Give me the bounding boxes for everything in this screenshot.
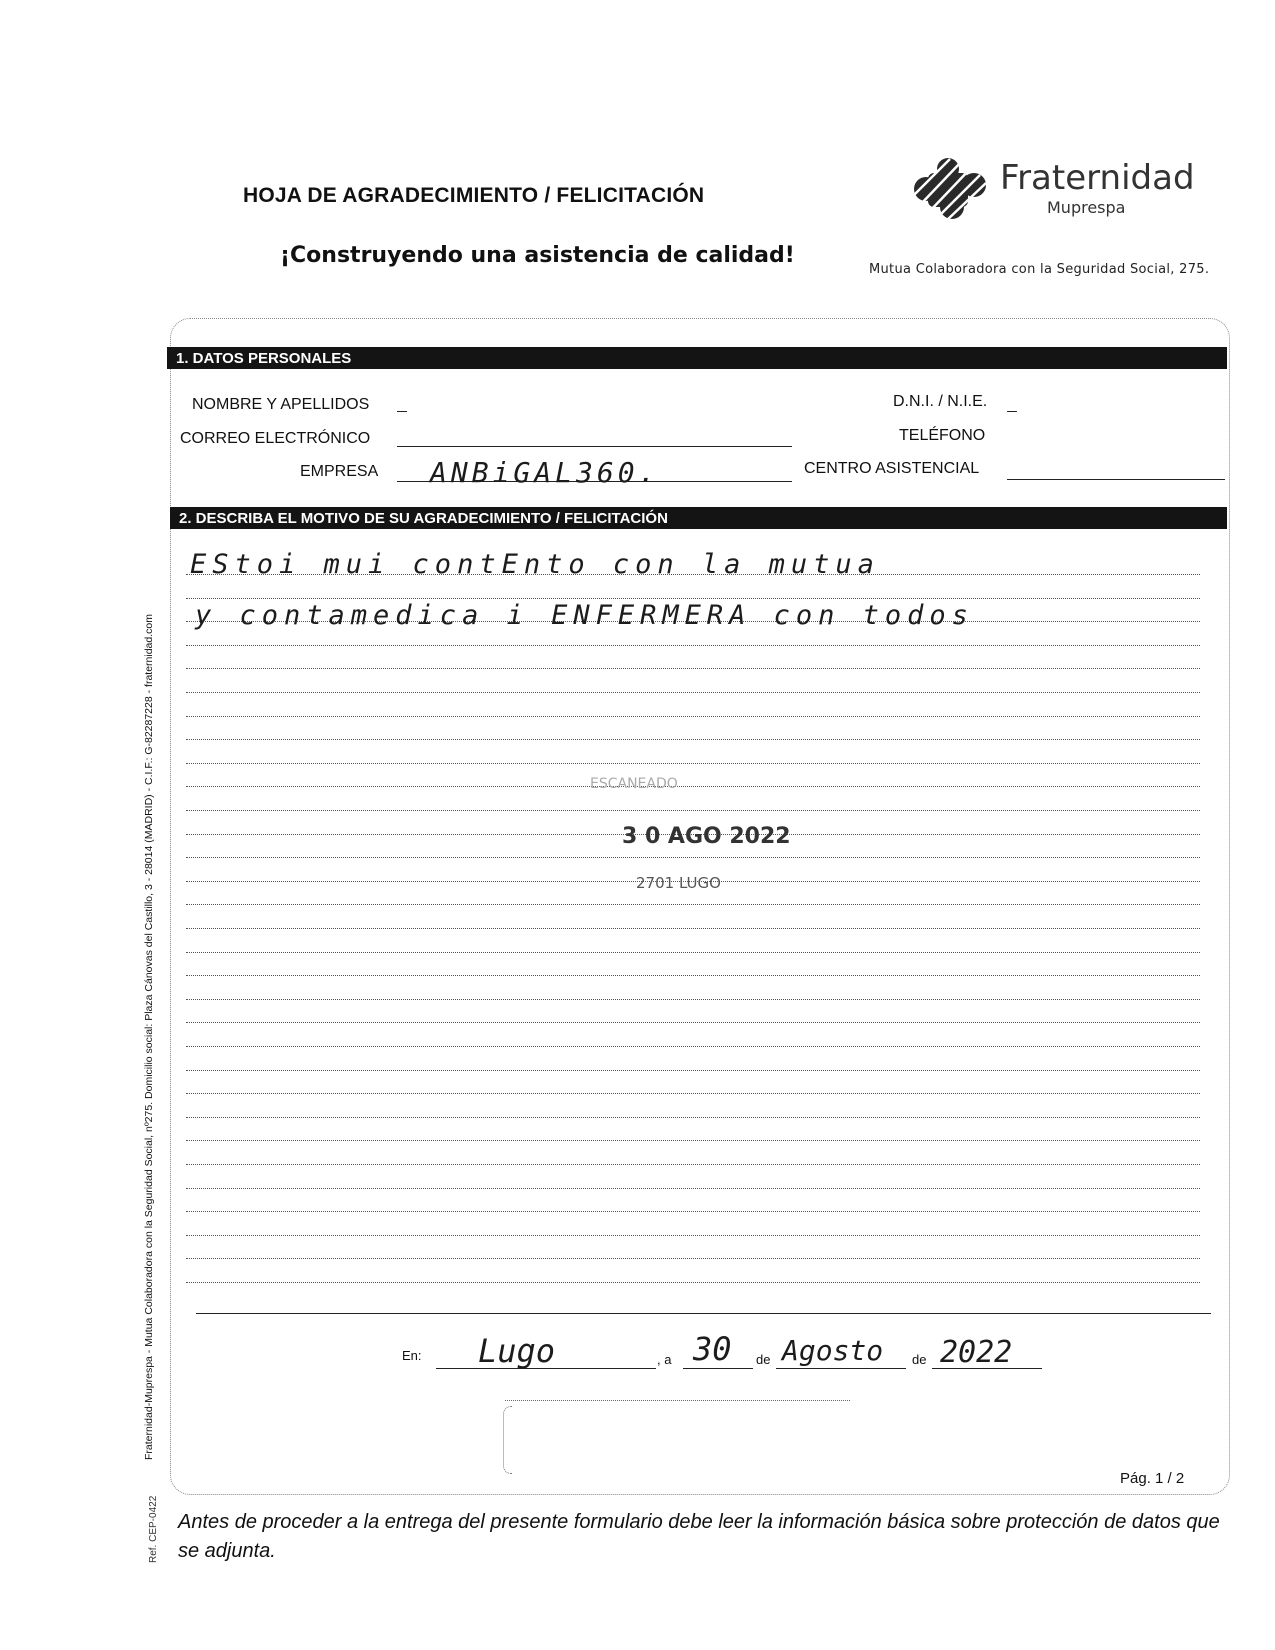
- message-line-1: EStoi mui contEnto con la mutua: [190, 549, 880, 580]
- logo-subname: Muprespa: [1047, 198, 1126, 217]
- side-reference: Ref. CEP-0422: [148, 1495, 159, 1563]
- ruled-line: [186, 928, 1200, 929]
- day-value: 30: [693, 1330, 732, 1368]
- dni-label: D.N.I. / N.I.E.: [893, 393, 988, 410]
- ruled-line: [186, 810, 1200, 811]
- message-line-2: y contamedica i ENFERMERA con todos: [195, 600, 974, 631]
- a-label: , a: [657, 1352, 672, 1367]
- month-value: Agosto: [782, 1334, 884, 1367]
- ruled-line: [186, 1093, 1200, 1094]
- page-number: Pág. 1 / 2: [1120, 1470, 1185, 1487]
- ruled-line: [186, 1258, 1200, 1259]
- ruled-line: [186, 739, 1200, 740]
- nombre-label: NOMBRE Y APELLIDOS: [192, 396, 370, 413]
- ruled-line: [186, 1046, 1200, 1047]
- ruled-line: [186, 999, 1200, 1000]
- ruled-line: [186, 645, 1200, 646]
- nombre-field[interactable]: [397, 411, 407, 412]
- place-value: Lugo: [478, 1332, 556, 1370]
- signature-bracket: [503, 1406, 512, 1474]
- correo-field[interactable]: [397, 446, 792, 447]
- day-field[interactable]: [683, 1368, 753, 1369]
- correo-label: CORREO ELECTRÓNICO: [180, 430, 371, 447]
- ruled-line: [186, 857, 1200, 858]
- en-label: En:: [402, 1348, 422, 1363]
- ruled-line: [186, 668, 1200, 669]
- ruled-line: [186, 1070, 1200, 1071]
- stamp-date: 3 0 AGO 2022: [622, 824, 791, 849]
- mutua-line: Mutua Colaboradora con la Seguridad Social, 275.: [869, 262, 1210, 277]
- ruled-line: [186, 904, 1200, 905]
- ruled-line: [186, 1022, 1200, 1023]
- ruled-line: [186, 1117, 1200, 1118]
- section1-heading: 1. DATOS PERSONALES: [167, 347, 1227, 369]
- signature-line[interactable]: [505, 1400, 850, 1401]
- year-value: 2022: [940, 1335, 1013, 1370]
- side-legal-text: Fraternidad-Muprespa - Mutua Colaboradora con la Seguridad Social, nº275. Domicilio social: Plaza Cánovas del Castillo, 3 - 28014 (MADRID) - C.I.F.: G-82287228 - fraternidad.com: [143, 614, 155, 1460]
- ruled-line: [186, 1140, 1200, 1141]
- logo-name: Fraternidad: [1000, 158, 1195, 198]
- ruled-line: [186, 952, 1200, 953]
- centro-field[interactable]: [1007, 479, 1225, 480]
- ruled-line: [186, 786, 1200, 787]
- de-label-1: de: [756, 1352, 771, 1367]
- form-subtitle: ¡Construyendo una asistencia de calidad!: [280, 243, 795, 268]
- telefono-label: TELÉFONO: [899, 427, 986, 444]
- fraternidad-logo-icon: [900, 155, 995, 227]
- section2-heading: 2. DESCRIBA EL MOTIVO DE SU AGRADECIMIENTO / FELICITACIÓN: [170, 507, 1227, 529]
- dni-field[interactable]: [1007, 411, 1017, 412]
- ruled-line: [186, 1188, 1200, 1189]
- end-line: [196, 1313, 1211, 1314]
- empresa-label: EMPRESA: [300, 463, 379, 480]
- ruled-line: [186, 1282, 1200, 1283]
- stamp-place: 2701 LUGO: [636, 874, 721, 892]
- ruled-line: [186, 1211, 1200, 1212]
- form-frame: [170, 318, 1230, 1495]
- stamp-top: ESCANEADO: [590, 776, 678, 792]
- de-label-2: de: [912, 1352, 927, 1367]
- centro-label: CENTRO ASISTENCIAL: [804, 460, 980, 477]
- month-field[interactable]: [776, 1368, 906, 1369]
- ruled-line: [186, 598, 1200, 599]
- privacy-notice: Antes de proceder a la entrega del presente formulario debe leer la información básica sobre protección de datos que se adjunta.: [178, 1511, 1220, 1562]
- ruled-line: [186, 1235, 1200, 1236]
- empresa-value: ANBiGAL360.: [430, 456, 660, 489]
- ruled-line: [186, 716, 1200, 717]
- ruled-line: [186, 1164, 1200, 1165]
- form-title: HOJA DE AGRADECIMIENTO / FELICITACIÓN: [243, 184, 705, 207]
- ruled-line: [186, 975, 1200, 976]
- ruled-line: [186, 763, 1200, 764]
- ruled-line: [186, 692, 1200, 693]
